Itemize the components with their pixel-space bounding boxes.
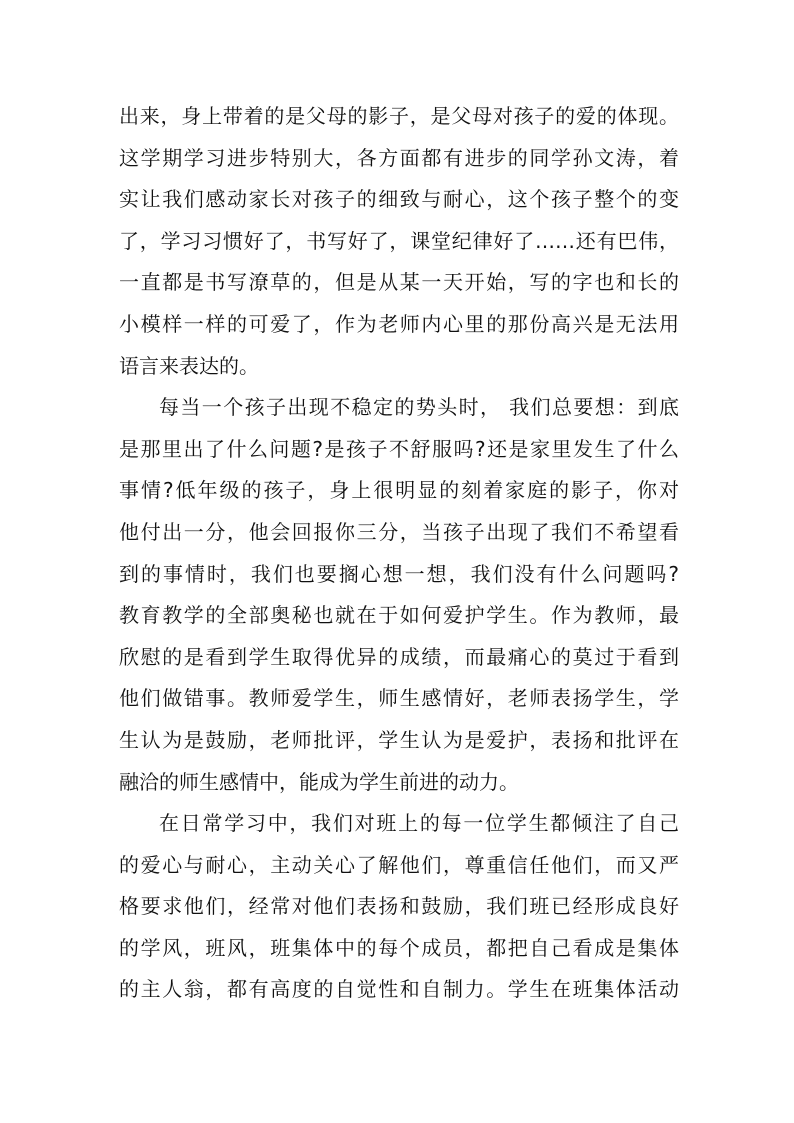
paragraph-line: 他们做错事。教师爱学生，师生感情好，老师表扬学生，学 [119, 686, 679, 711]
paragraph-line: 这学期学习进步特别大，各方面都有进步的同学孙文涛，着 [119, 145, 679, 170]
paragraph-line: 小模样一样的可爱了，作为老师内心里的那份高兴是无法用 [119, 311, 679, 336]
paragraph-3 [119, 803, 679, 1011]
paragraph-line: 了，学习习惯好了，书写好了，课堂纪律好了……还有巴伟， [119, 228, 679, 253]
paragraph-line: 事情?低年级的孩子，身上很明显的刻着家庭的影子，你对 [119, 478, 679, 503]
paragraph-line: 生认为是鼓励，老师批评，学生认为是爱护，表扬和批评在 [119, 727, 679, 752]
paragraph-line: 的学风，班风，班集体中的每个成员，都把自己看成是集体 [119, 935, 679, 960]
paragraph-line: 教育教学的全部奥秘也就在于如何爱护学生。作为教师，最 [119, 603, 679, 628]
paragraph-2 [119, 387, 679, 803]
paragraph-line: 欣慰的是看到学生取得优异的成绩，而最痛心的莫过于看到 [119, 644, 679, 669]
paragraph-line: 的主人翁，都有高度的自觉性和自制力。学生在班集体活动 [119, 977, 679, 1002]
paragraph-line: 是那里出了什么问题?是孩子不舒服吗?还是家里发生了什么 [119, 436, 679, 461]
paragraph-line: 出来，身上带着的是父母的影子，是父母对孩子的爱的体现。 [119, 104, 679, 128]
paragraph-line: 他付出一分，他会回报你三分，当孩子出现了我们不希望看 [119, 519, 679, 544]
paragraph-line: 的爱心与耐心，主动关心了解他们，尊重信任他们，而又严 [119, 852, 679, 877]
paragraph-line: 每当一个孩子出现不稳定的势头时， 我们总要想：到底 [159, 395, 679, 420]
paragraph-line: 融洽的师生感情中，能成为学生前进的动力。 [119, 769, 519, 794]
paragraph-line: 格要求他们，经常对他们表扬和鼓励，我们班已经形成良好 [119, 894, 679, 919]
paragraph-line: 在日常学习中，我们对班上的每一位学生都倾注了自己 [159, 811, 679, 836]
document-body [119, 96, 679, 1011]
paragraph-line: 语言来表达的。 [119, 353, 259, 378]
paragraph-line: 实让我们感动家长对孩子的细致与耐心，这个孩子整个的变 [119, 187, 679, 212]
paragraph-line: 到的事情时，我们也要搁心想一想，我们没有什么问题吗? [119, 561, 679, 586]
paragraph-line: 一直都是书写潦草的，但是从某一天开始，写的字也和长的 [119, 270, 679, 295]
paragraph-1 [119, 96, 679, 387]
